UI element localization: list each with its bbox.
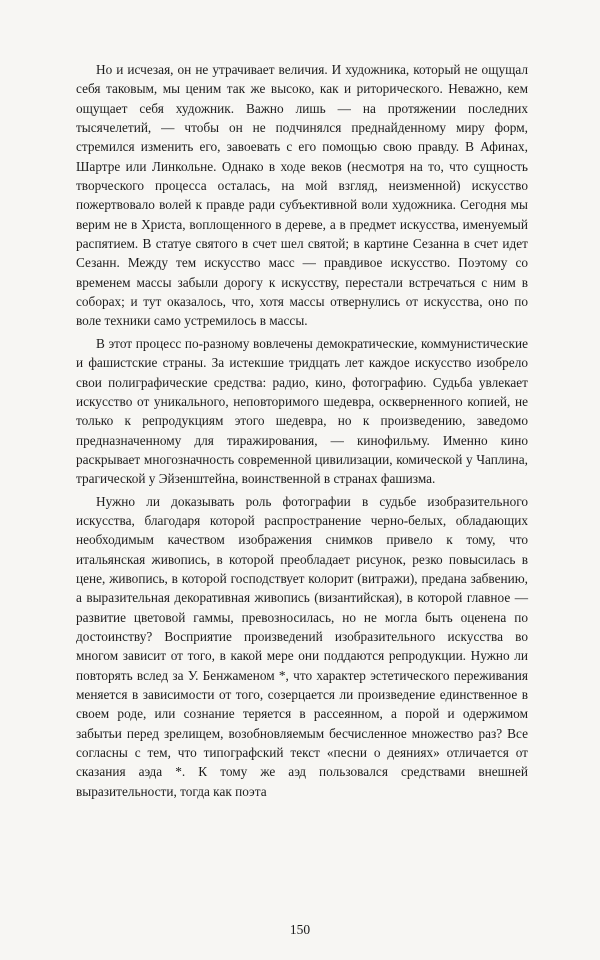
paragraph-1: Но и исчезая, он не утрачивает величия. И художника, который не ощущал себя таковым, мы ценим так же высоко, как и риторического. Неважно, кем ощущает себя художник. Важно лишь — на протяжении последних тысячелетий, — чтобы он не подчинялся преднайденному миру форм, стремился изменить его, завоевать с его помощью свою правду. В Афинах, Шартре или Линкольне. Однако в ходе веков (несмотря на то, что сущность творческого процесса осталась, на мой взгляд, неизменной) искусство пожертвовало волей к правде ради субъективной воли художника. Сегодня мы верим не в Христа, воплощенного в дереве, а в предмет искусства, именуемый распятием. В статуе святого в счет шел святой; в картине Сезанна в счет идет Сезанн. Между тем искусство масс — правдивое искусство. Поэтому со временем массы забыли дорогу к искусству, перестали встречаться с ним в соборах; и тут оказалось, что, хотя массы отвернулись от искусства, оно по воле техники само устремилось в массы. bbox=[76, 62, 528, 329]
paragraph-3: Нужно ли доказывать роль фотографии в судьбе изобразительного искусства, благодаря которой распространение черно-белых, обладающих необходимым качеством изображения снимков привело к тому, что итальянская живопись, в которой преобладает рисунок, резко повысилась в цене, живопись, в которой господствует колорит (витражи), предана забвению, а выразительная декоративная живопись (византийская), в которой главное — развитие цветовой гаммы, превозносилась, но не могла быть оценена по достоинству? Восприятие произведений изобразительного искусства во многом зависит от того, в какой мере они поддаются репродукции. Нужно ли повторять вслед за У. Бенжаменом *, что характер эстетического переживания меняется в зависимости от того, созерцается ли произведение единственное в своем роде, или сознание теряется в рассеянном, а порой и одержимом забытьи перед зрелищем, возобновляемым бесчисленное множество раз? Все согласны с тем, что типографский текст «песни о деяниях» отличается от сказания аэда *. К тому же аэд пользовался средствами внешней выразительности, тогда как поэта bbox=[76, 493, 528, 799]
body-text bbox=[76, 60, 528, 801]
paragraph-2: В этот процесс по-разному вовлечены демократические, коммунистические и фашистские страны. За истекшие тридцать лет каждое искусство изобрело свои полиграфические средства: радио, кино, фотографию. Судьба увлекает искусство от уникального, неповторимого шедевра, оскверненного копией, не только к репродукциям этого шедевра, но к произведению, заведомо предназначенному для тиражирования, — кинофильму. Именно кино раскрывает многозначность современной цивилизации, комической у Чаплина, трагической у Эйзенштейна, воинственной в странах фашизма. bbox=[76, 335, 528, 487]
page-number: 150 bbox=[289, 922, 311, 937]
